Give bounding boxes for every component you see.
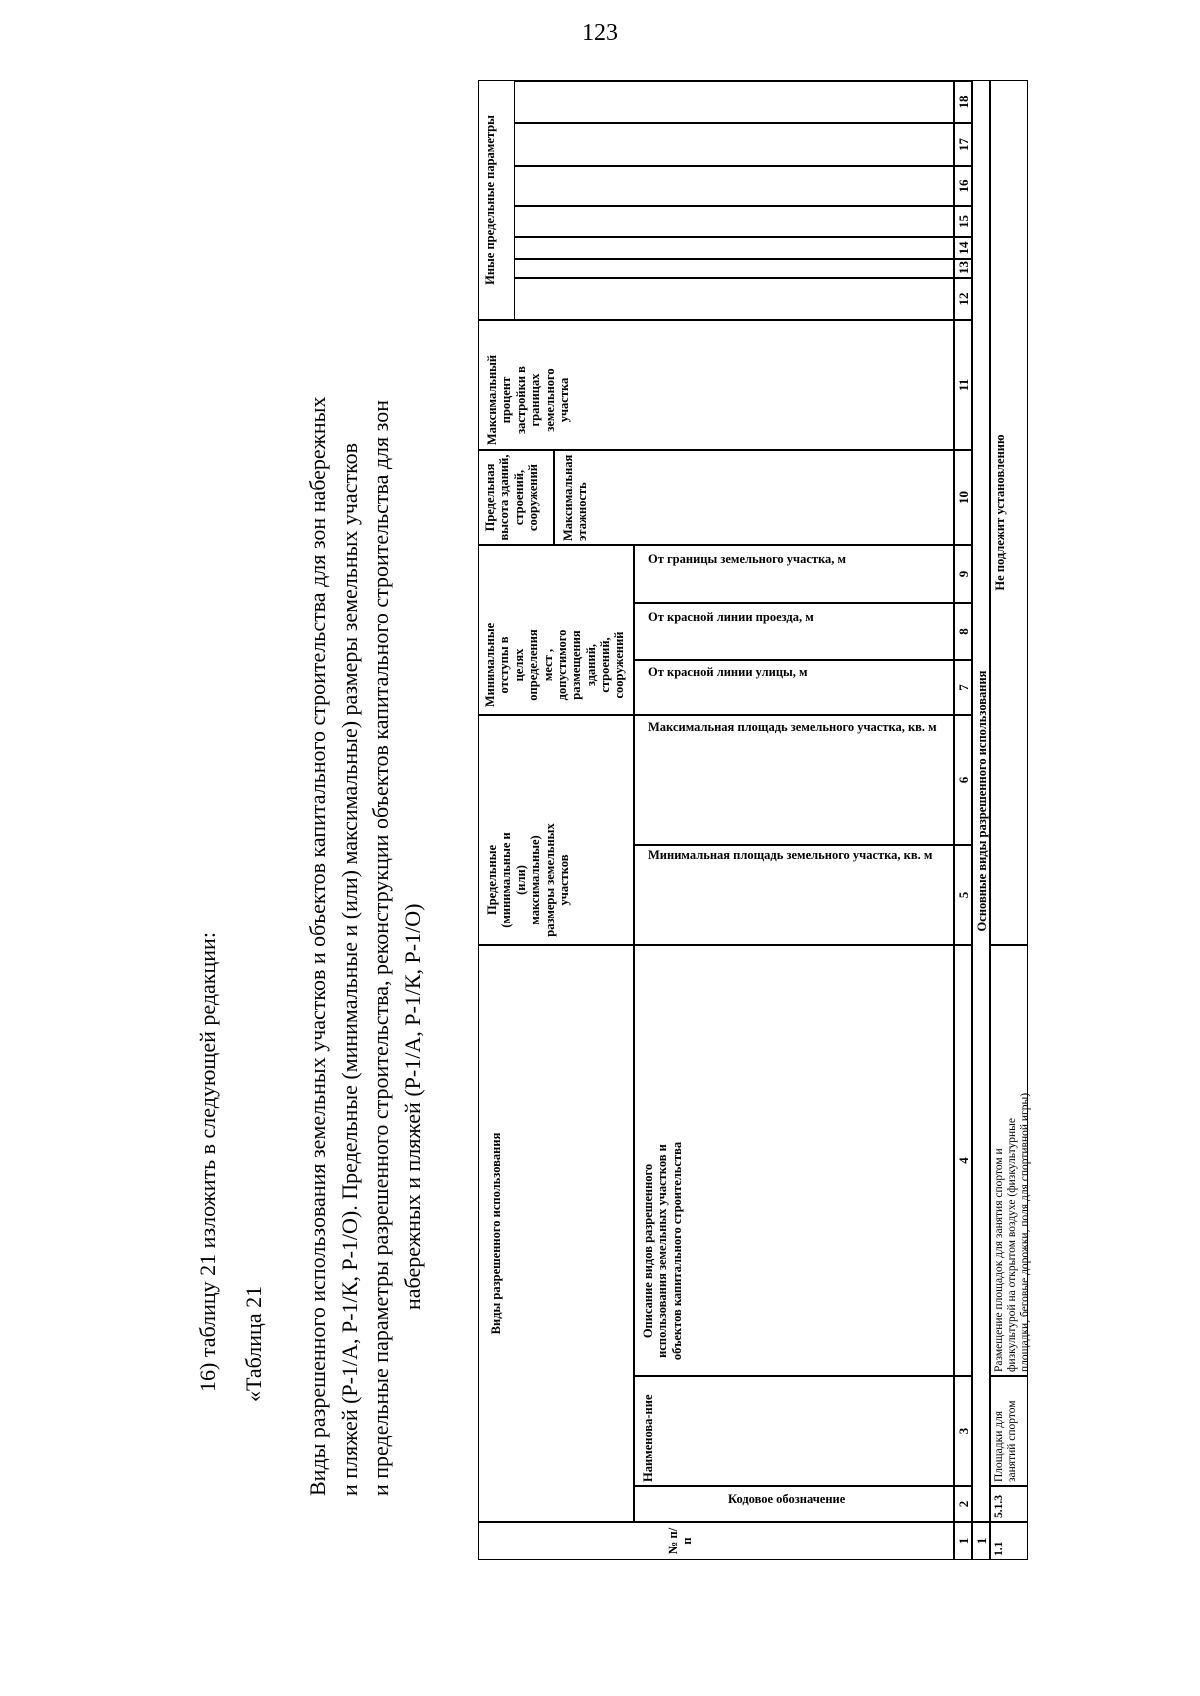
table-title-line-4: набережных и пляжей (Р-1/А, Р-1/К, Р-1/О) [400,903,425,1310]
section-no: 1 [974,1537,989,1545]
column-number: 11 [956,378,971,392]
row-params: Не подлежит установлению [993,434,1007,591]
header-max-area: Максимальная площадь земельного участка, кв. м [648,720,937,734]
column-number: 14 [956,241,971,255]
section-label: Основные виды разрешенного использования [975,670,989,932]
row-no: 1.1 [993,1541,1005,1556]
row-name: Площадки для занятий спортом [993,1400,1019,1482]
table-title-line-1: Виды разрешенного использования земельных участков и объектов капитального строительства для зон набережных [305,396,330,1496]
column-number: 15 [956,215,971,228]
table-reference: «Таблица 21 [241,1285,266,1402]
header-other-params: Иные предельные параметры [483,115,497,285]
header-from-street: От красной линии улицы, м [648,665,808,679]
header-no-cell [478,1522,954,1560]
header-types: Виды разрешенного использования [489,1132,503,1335]
column-number: 6 [956,776,971,784]
column-number: 12 [956,292,971,306]
column-number: 18 [956,95,971,109]
column-number: 5 [956,891,971,899]
header-description: Описание видов разрешенного использования земельных участков и объектов капитального строительства [641,1141,684,1361]
column-number: 17 [956,138,971,151]
column-number: 10 [956,491,971,504]
header-min-area: Минимальная площадь земельного участка, кв. м [648,848,933,862]
header-from-border: От границы земельного участка, м [648,552,847,566]
page-number: 123 [582,20,618,46]
column-number: 13 [956,261,971,274]
column-number: 9 [956,570,971,578]
header-max-coverage: Максимальный процент застройки в границах земельного участка [485,354,571,446]
header-plot-sizes: Предельные (минимальные и (или) максимальные) размеры земельных участков [485,823,571,937]
header-max-height: Предельная высота зданий, строений, сооружений [483,454,541,541]
header-name: Наименова-ние [641,1394,655,1482]
header-max-floors: Максимальная этажность [561,454,590,541]
column-number: 16 [956,179,971,193]
column-number: 1 [956,1537,971,1545]
column-number: 2 [956,1500,971,1508]
row-description: Размещение площадок для занятия спортом и физкультурой на открытом воздухе (физкультурные площадки, беговые дорожки, поля для спортивной игры) [993,1092,1032,1372]
column-number: 3 [956,1427,971,1435]
header-no: № п/п [666,1527,695,1555]
column-number: 8 [956,628,971,635]
header-name-cell [634,1376,954,1486]
column-number: 4 [956,1157,971,1164]
intro-line: 16) таблицу 21 изложить в следующей редакции: [195,932,220,1392]
header-code: Кодовое обозначение [728,1492,846,1506]
other-params-block [470,96,915,646]
header-setbacks: Минимальные отступы в целях определения мест , допустимого размещения зданий, строений, сооружений [483,622,627,708]
table-title-line-2: и пляжей (Р-1/А, Р-1/К, Р-1/О). Предельные (минимальные и (или) максимальные) размеры земельных участков [337,442,362,1496]
row-code: 5.1.3 [993,1495,1005,1518]
header-from-passage: От красной линии проезда, м [648,610,814,624]
column-number: 7 [956,684,971,691]
table-title-line-3: и предельные параметры разрешенного строительства, реконструкции объектов капитального строительства для зон [368,400,393,1496]
